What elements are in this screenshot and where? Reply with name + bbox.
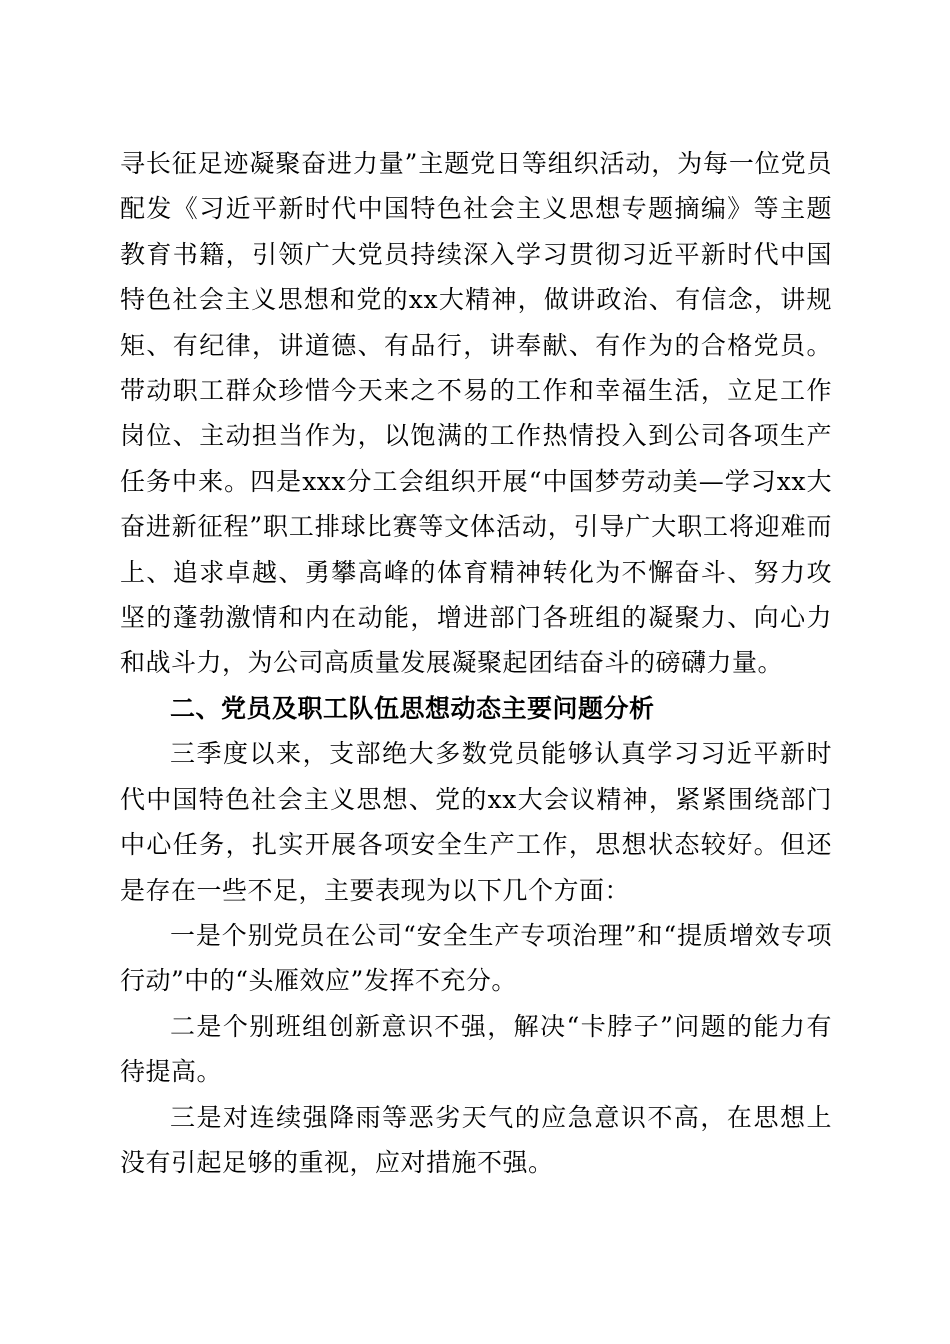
paragraph-issue-1: 一是个别党员在公司“安全生产专项治理”和“提质增效专项行动”中的“头雁效应”发挥不充分。	[120, 920, 832, 996]
paragraph-overview: 三季度以来，支部绝大多数党员能够认真学习习近平新时代中国特色社会主义思想、党的xx大会议精神，紧紧围绕部门中心任务，扎实开展各项安全生产工作，思想状态较好。但还是存在一些不足，主要表现为以下几个方面：	[120, 739, 832, 905]
section-heading: 二、党员及职工队伍思想动态主要问题分析	[170, 693, 655, 723]
paragraph-issue-3: 三是对连续强降雨等恶劣天气的应急意识不高，在思想上没有引起足够的重视，应对措施不强。	[120, 1102, 832, 1177]
document-body	[120, 141, 832, 1185]
paragraph-issue-2: 二是个别班组创新意识不强，解决“卡脖子”问题的能力有待提高。	[120, 1011, 832, 1087]
paragraph-continuation: 寻长征足迹凝聚奋进力量”主题党日等组织活动，为每一位党员配发《习近平新时代中国特色社会主义思想专题摘编》等主题教育书籍，引领广大党员持续深入学习贯彻习近平新时代中国特色社会主义思想和党的xx大精神，做讲政治、有信念，讲规矩、有纪律，讲道德、有品行，讲奉献、有作为的合格党员。带动职工群众珍惜今天来之不易的工作和幸福生活，立足工作岗位、主动担当作为，以饱满的工作热情投入到公司各项生产任务中来。四是xxx分工会组织开展“中国梦劳动美—学习xx大奋进新征程”职工排球比赛等文体活动，引导广大职工将迎难而上、追求卓越、勇攀高峰的体育精神转化为不懈奋斗、努力攻坚的蓬勃激情和内在动能，增进部门各班组的凝聚力、向心力和战斗力，为公司高质量发展凝聚起团结奋斗的磅礴力量。	[120, 149, 832, 678]
